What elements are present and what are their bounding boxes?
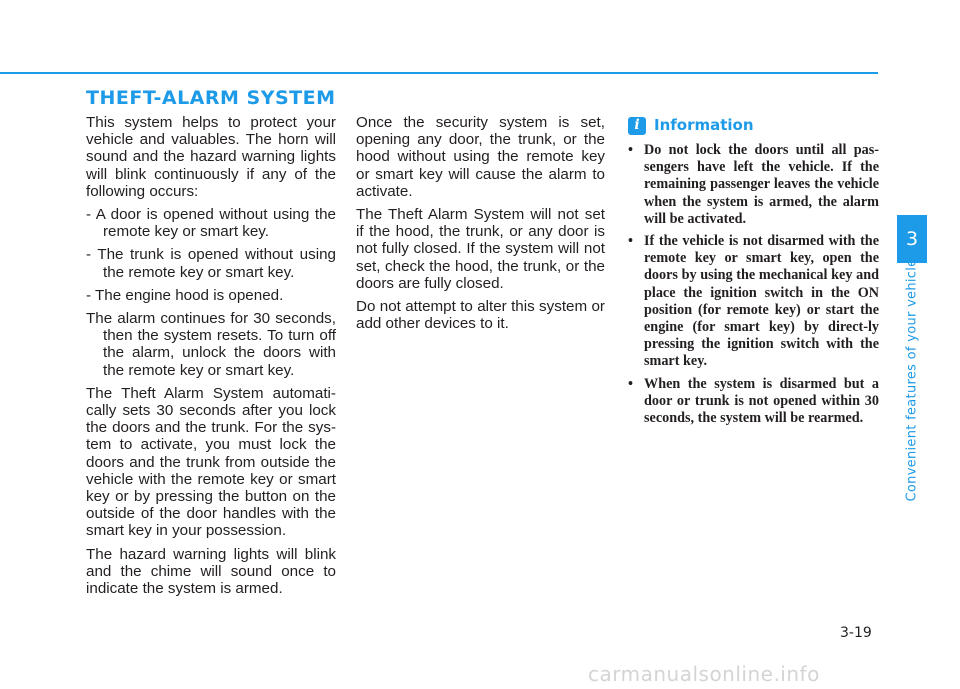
information-list — [628, 142, 879, 427]
information-item: • If the vehicle is not disarmed with the remote key or smart key, open the doors by using the mechanical key and place the ignition switch in the ON position (for remote key) or start the engine (for smart key) by direct-ly pressing the ignition switch with the smart key. — [628, 233, 879, 370]
armed-paragraph: Once the security system is set, opening any door, the trunk, or the hood without using the remote key or smart key will cause the alarm to activate. — [356, 114, 605, 200]
information-icon: i — [628, 117, 646, 135]
bullet: • — [628, 233, 633, 250]
do-not-alter-paragraph: Do not attempt to alter this system or add other devices to it. — [356, 298, 605, 333]
bullet: • — [628, 142, 633, 158]
not-set-paragraph: The Theft Alarm System will not set if the hood, the trunk, or any door is not fully closed. If the system will not set, check the hood, the trunk, or the doors are fully closed. — [356, 206, 605, 292]
section-title: THEFT-ALARM SYSTEM — [86, 87, 336, 109]
alarm-duration-paragraph: The alarm continues for 30 seconds, then the system resets. To turn off the alarm, unlock the doors with the remote key or smart key. — [86, 310, 336, 379]
chapter-number-tab: 3 — [897, 215, 927, 263]
auto-set-paragraph: The Theft Alarm System automati-cally sets 30 seconds after you lock the doors and the trunk. For the sys-tem to activate, you must lock the doors and the trunk from outside the vehicle with the remote key or smart key or by pressing the button on the outside of the door handles with the smart key in your possession. — [86, 384, 336, 540]
column-2 — [356, 114, 605, 338]
top-rule — [0, 72, 878, 74]
information-item: • Do not lock the doors until all pas-sengers have left the vehicle. If the remaining passenger leaves the vehicle when the system is armed, the alarm will be activated. — [628, 142, 879, 227]
information-box — [628, 114, 879, 432]
column-1 — [86, 114, 336, 603]
information-header — [628, 114, 879, 138]
information-item: • When the system is disarmed but a door or trunk is not opened within 30 seconds, the system will be rearmed. — [628, 375, 879, 427]
page-number: 3-19 — [840, 625, 872, 641]
condition-hood: - The engine hood is opened. — [86, 286, 284, 304]
condition-door: - A door is opened without using the remote key or smart key. — [86, 206, 336, 241]
watermark: carmanualsonline.info — [588, 662, 820, 686]
hazard-paragraph: The hazard warning lights will blink and the chime will sound once to indicate the system is armed. — [86, 545, 336, 598]
condition-trunk: - The trunk is opened without using the remote key or smart key. — [86, 246, 336, 281]
chapter-title-vertical: Convenient features of your vehicle — [904, 258, 920, 502]
bullet: • — [628, 375, 633, 392]
intro-paragraph: This system helps to protect your vehicle and valuables. The horn will sound and the hazard warning lights will blink continuously if any of the following occurs: — [86, 114, 336, 200]
information-title: Information — [654, 116, 754, 135]
